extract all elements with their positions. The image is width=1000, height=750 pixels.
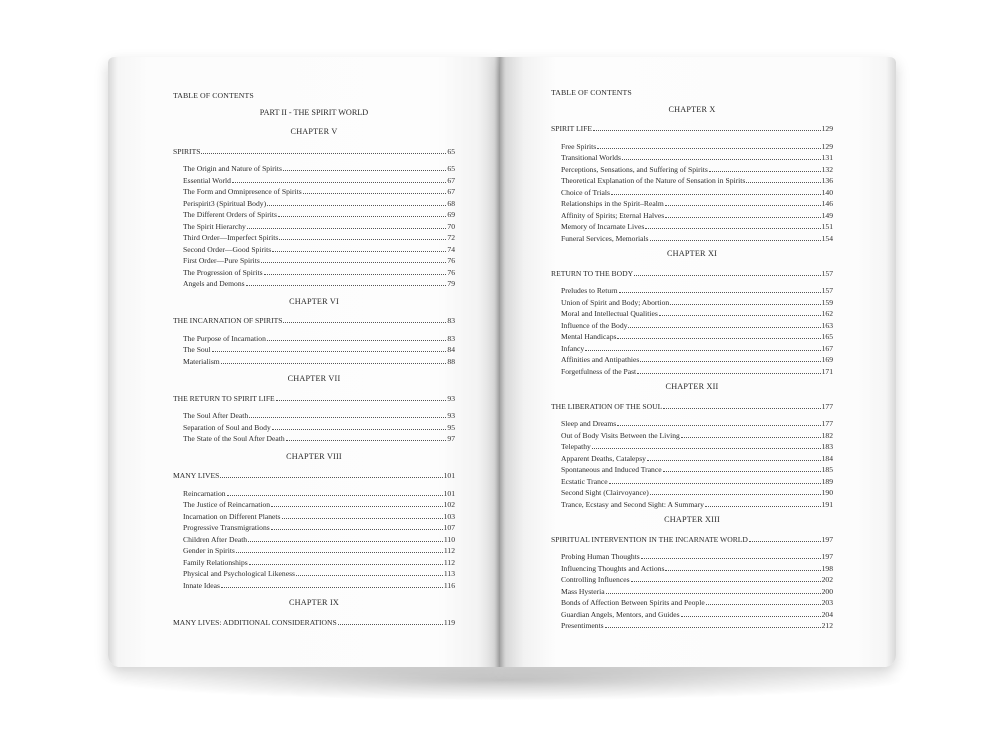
chapter-title: CHAPTER X [668,104,716,114]
toc-entry [173,580,455,592]
dot-leader [338,617,443,625]
chapter-block [173,373,455,445]
dot-leader [650,233,821,241]
toc-entry [551,563,833,575]
toc-entry [173,344,455,356]
toc-page-number: 84 [447,345,455,354]
toc-entry-title: Telepathy [561,442,591,451]
toc-entry-title: The Form and Omnipresence of Spirits [183,187,302,196]
toc-entry-title: Spontaneous and Induced Trance [561,465,662,474]
toc-page-number: 177 [821,401,833,411]
toc-entry-title: Affinity of Spirits; Eternal Halves [561,210,665,220]
toc-page-number: 65 [447,164,455,173]
part-title: PART II - THE SPIRIT WORLD [259,107,369,117]
toc-page-number: 197 [821,552,833,561]
chapter-title: CHAPTER XII [665,382,719,391]
chapter-block [551,104,833,245]
toc-page-number: 163 [821,320,833,330]
toc-entry [173,433,455,445]
toc-entry [551,285,833,297]
chapter-main-entry [173,470,455,482]
toc-entry-title: Forgetfulness of the Past [561,366,637,376]
toc-page-number: 204 [821,609,833,619]
toc-page-number: 190 [821,488,833,497]
toc-entry [551,464,833,476]
toc-entry-title: SPIRITS [173,146,201,156]
toc-entry-title: THE LIBERATION OF THE SOUL [551,401,663,411]
toc-entry [173,232,455,244]
toc-entry [173,410,455,422]
dot-leader [220,470,442,478]
running-head: TABLE OF CONTENTS [551,88,632,97]
toc-entry-title: Influence of the Body [561,320,628,330]
toc-entry-title: Innate Ideas [183,580,220,590]
dot-leader [247,221,447,229]
toc-entry [173,186,455,198]
toc-entry [551,597,833,609]
toc-entry-title: Mass Hysteria [561,586,605,596]
dot-leader [221,580,443,588]
chapter-main-entry [173,315,455,327]
dot-leader [272,422,447,430]
toc-page-number: 203 [821,598,833,607]
toc-entry [173,244,455,256]
dot-leader [249,557,443,565]
toc-entry [173,422,455,434]
toc-page-number: 74 [447,244,455,254]
toc-entry [551,430,833,442]
dot-leader [271,499,443,507]
toc-page-number: 151 [821,222,833,231]
toc-page-number: 146 [821,199,833,208]
toc-entry-title: THE RETURN TO SPIRIT LIFE [173,393,275,403]
toc-page-number: 157 [821,286,833,295]
dot-leader [303,186,447,194]
toc-page-number: 159 [821,297,833,307]
toc-entry [173,221,455,233]
toc-entry [173,545,455,557]
dot-leader [201,146,446,154]
toc-entry-title: Physical and Psychological Likeness [183,569,295,578]
toc-page-number: 198 [821,563,833,573]
toc-entry [551,210,833,222]
toc-entry [173,267,455,279]
toc-page-number: 140 [821,187,833,197]
toc-entry [551,308,833,320]
toc-entry [551,198,833,210]
chapter-block [551,248,833,377]
toc-entry [173,209,455,221]
dot-leader [631,574,821,582]
dot-leader [606,586,821,594]
toc-entry-title: Influencing Thoughts and Actions [561,563,665,573]
right-page [500,57,896,667]
left-page-content [173,90,455,634]
toc-page-number: 67 [447,175,455,185]
toc-entry-title: Guardian Angels, Mentors, and Guides [561,609,680,619]
toc-page-number: 136 [821,176,833,185]
toc-page-number: 79 [447,279,455,288]
toc-entry [173,568,455,580]
toc-entry-title: Second Order—Good Spirits [183,244,272,254]
toc-page-number: 102 [443,500,455,509]
toc-entry-title: Progressive Transmigrations [183,523,270,532]
dot-leader [641,551,821,559]
toc-entry-title: Infancy [561,343,585,353]
dot-leader [681,430,821,438]
toc-entry [551,487,833,499]
toc-entry-title: Reincarnation [183,488,226,498]
toc-page-number: 119 [443,617,455,627]
chapter-block [173,126,455,290]
toc-page-number: 182 [821,430,833,440]
dot-leader [681,609,821,617]
chapter-main-entry [551,534,833,546]
dot-leader [271,522,443,530]
dot-leader [221,356,447,364]
toc-entry-title: Preludes to Return [561,286,618,295]
dot-leader [286,433,447,441]
toc-page-number: 112 [443,557,455,567]
toc-entry-title: Perispirit3 (Spiritual Body) [183,198,267,208]
chapter-block [551,381,833,510]
dot-leader [248,534,443,542]
left-page [108,57,500,667]
chapter-main-entry [551,123,833,135]
toc-entry-title: MANY LIVES [173,471,220,480]
dot-leader [665,563,820,571]
dot-leader [622,152,821,160]
toc-entry-title: Affinities and Antipathies [561,355,640,364]
toc-page-number: 72 [447,233,455,242]
dot-leader [585,343,820,351]
dot-leader [597,141,820,149]
toc-entry [551,418,833,430]
toc-page-number: 169 [821,355,833,364]
toc-entry-title: Family Relationships [183,557,248,567]
dot-leader [637,366,820,374]
toc-entry [173,255,455,267]
dot-leader [628,320,820,328]
toc-entry [551,354,833,366]
toc-page-number: 197 [821,534,833,544]
chapter-title: CHAPTER XI [667,249,717,258]
toc-entry-title: Angels and Demons [183,279,245,288]
toc-page-number: 200 [821,586,833,596]
dot-leader [640,354,820,362]
toc-entry [551,366,833,378]
dot-leader [663,464,821,472]
toc-page-number: 171 [821,366,833,376]
toc-entry [173,557,455,569]
toc-entry [551,152,833,164]
dot-leader [264,267,447,275]
toc-entry [173,175,455,187]
toc-page-number: 177 [821,419,833,428]
toc-entry [173,522,455,534]
toc-entry-title: SPIRITUAL INTERVENTION IN THE INCARNATE WORLD [551,534,748,544]
chapter-main-entry [173,617,455,629]
toc-page-number: 129 [821,124,833,133]
toc-entry-title: Theoretical Explanation of the Nature of Sensation in Spirits [561,176,746,185]
chapter-title: CHAPTER VII [287,374,341,383]
running-head: TABLE OF CONTENTS [173,91,254,100]
chapter-main-entry [551,401,833,413]
toc-entry-title: Third Order—Imperfect Spirits [183,233,279,242]
dot-leader [249,410,446,418]
toc-entry-title: Funeral Services, Memorials [561,233,649,243]
dot-leader [296,568,443,576]
toc-page-number: 93 [447,393,455,403]
toc-entry-title: Apparent Deaths, Catalepsy [561,453,646,463]
chapter-title: CHAPTER XIII [664,515,720,524]
toc-page-number: 93 [447,411,455,420]
dot-leader [670,297,820,305]
toc-entry-title: The Justice of Reincarnation [183,500,271,509]
toc-entry [551,586,833,598]
dot-leader [663,401,820,409]
toc-page-number: 129 [821,141,833,151]
dot-leader [665,198,821,206]
toc-entry [173,511,455,523]
chapter-title: CHAPTER VIII [286,451,342,461]
toc-page-number: 184 [821,453,833,463]
toc-entry-title: Gender in Spirits [183,546,235,555]
toc-page-number: 107 [443,523,455,532]
toc-page-number: 88 [447,356,455,366]
toc-entry-title: THE INCARNATION OF SPIRITS [173,316,283,325]
dot-leader [645,221,820,229]
toc-page-number: 112 [443,546,455,555]
dot-leader [609,476,821,484]
toc-entry [551,499,833,511]
toc-entry [551,441,833,453]
toc-page-number: 103 [443,511,455,521]
toc-entry [551,453,833,465]
chapter-block [551,514,833,632]
toc-entry-title: Controlling Influences [561,575,630,584]
dot-leader [706,597,821,605]
toc-entry-title: Trance, Ecstasy and Second Sight: A Summary [561,499,704,509]
toc-entry [551,551,833,563]
toc-entry-title: Children After Death [183,534,248,544]
toc-entry [173,534,455,546]
toc-entry [551,574,833,586]
chapter-main-entry [173,146,455,158]
dot-leader [246,278,447,286]
toc-page-number: 212 [821,621,833,630]
toc-entry-title: The Progression of Spirits [183,267,263,277]
toc-entry-title: The Purpose of Incarnation [183,333,266,343]
toc-entry [551,233,833,245]
chapter-main-entry [551,268,833,280]
toc-entry-title: The Different Orders of Spirits [183,210,277,219]
toc-entry-title: Free Spirits [561,141,597,151]
toc-entry [551,221,833,233]
book-gutter [494,57,506,667]
toc-entry-title: Out of Body Visits Between the Living [561,430,680,440]
toc-page-number: 83 [447,316,455,325]
toc-entry [551,187,833,199]
dot-leader [746,175,820,183]
dot-leader [749,534,821,542]
dot-leader [282,511,443,519]
toc-entry-title: Memory of Incarnate Lives [561,222,645,231]
toc-page-number: 165 [821,332,833,341]
toc-entry [551,343,833,355]
toc-entry [173,356,455,368]
toc-page-number: 167 [821,343,833,353]
toc-entry-title: SPIRIT LIFE [551,124,592,133]
toc-entry-title: The Soul After Death [183,411,249,420]
toc-page-number: 101 [443,471,455,480]
toc-page-number: 110 [443,534,455,544]
toc-page-number: 97 [447,434,455,443]
toc-page-number: 191 [821,499,833,509]
toc-page-number: 70 [447,221,455,231]
toc-entry [173,488,455,500]
toc-page-number: 157 [821,268,833,278]
toc-page-number: 189 [821,476,833,486]
right-page-content [551,87,833,634]
toc-entry [551,164,833,176]
toc-entry [551,609,833,621]
dot-leader [236,545,443,553]
dot-leader [592,441,821,449]
toc-entry [173,163,455,175]
toc-entry-title: Essential World [183,175,231,185]
dot-leader [283,163,446,171]
chapter-block [173,296,455,368]
dot-leader [665,210,820,218]
dot-leader [276,393,447,401]
toc-entry-title: Separation of Soul and Body [183,422,271,432]
chapter-main-entry [173,393,455,405]
toc-entry [173,278,455,290]
toc-entry-title: Mental Handicaps [561,332,617,341]
toc-entry-title: MANY LIVES: ADDITIONAL CONSIDERATIONS [173,617,337,627]
dot-leader [650,487,821,495]
toc-page-number: 69 [447,210,455,219]
toc-page-number: 83 [447,333,455,343]
dot-leader [647,453,821,461]
right-chapter-list [551,104,833,632]
dot-leader [617,331,820,339]
toc-entry-title: Moral and Intellectual Qualities [561,309,658,318]
dot-leader [212,344,447,352]
dot-leader [593,123,821,131]
toc-entry [551,331,833,343]
toc-page-number: 131 [821,153,833,162]
toc-entry [173,499,455,511]
toc-entry [551,141,833,153]
toc-entry-title: Relationships in the Spirit–Realm [561,199,664,208]
dot-leader [267,198,446,206]
chapter-title: CHAPTER V [290,127,338,136]
chapter-block [173,597,455,628]
toc-entry [173,333,455,345]
toc-page-number: 116 [443,580,455,590]
toc-entry-title: Presentiments [561,621,604,630]
toc-page-number: 154 [821,233,833,243]
left-chapter-list [173,126,455,628]
toc-entry-title: First Order—Pure Spirits [183,256,260,265]
toc-entry-title: The Origin and Nature of Spirits [183,164,282,173]
toc-entry [551,175,833,187]
toc-entry-title: Incarnation on Different Planets [183,511,281,521]
dot-leader [272,244,446,252]
toc-entry [551,476,833,488]
dot-leader [634,268,821,276]
toc-page-number: 76 [447,267,455,277]
toc-page-number: 149 [821,210,833,220]
toc-page-number: 132 [821,164,833,174]
dot-leader [705,499,821,507]
toc-entry [173,198,455,210]
toc-entry-title: The State of the Soul After Death [183,434,285,443]
toc-page-number: 202 [821,575,833,584]
toc-entry-title: The Spirit Hierarchy [183,221,246,231]
toc-page-number: 185 [821,465,833,474]
dot-leader [611,187,821,195]
toc-entry-title: Sleep and Dreams [561,419,617,428]
toc-page-number: 101 [443,488,455,498]
toc-entry-title: Materialism [183,356,220,366]
dot-leader [279,232,446,240]
dot-leader [617,418,820,426]
dot-leader [709,164,821,172]
toc-page-number: 65 [447,146,455,156]
dot-leader [278,209,446,217]
chapter-title: CHAPTER VI [289,296,339,306]
toc-entry-title: Choice of Trials [561,187,610,197]
dot-leader [605,620,821,628]
chapter-block [173,451,455,592]
toc-entry-title: RETURN TO THE BODY [551,268,634,278]
dot-leader [227,488,443,496]
toc-entry [551,320,833,332]
toc-entry-title: Probing Human Thoughts [561,552,640,561]
toc-entry [551,297,833,309]
toc-entry-title: Ecstatic Trance [561,476,608,486]
toc-page-number: 95 [447,422,455,432]
toc-entry-title: Union of Spirit and Body; Abortion [561,297,670,307]
dot-leader [232,175,446,183]
toc-page-number: 113 [443,569,455,578]
toc-entry-title: Second Sight (Clairvoyance) [561,488,649,497]
toc-page-number: 162 [821,309,833,318]
toc-page-number: 68 [447,198,455,208]
dot-leader [283,315,446,323]
toc-page-number: 76 [447,256,455,265]
toc-entry [551,620,833,632]
chapter-title: CHAPTER IX [289,598,339,607]
dot-leader [619,285,821,293]
dot-leader [267,333,447,341]
toc-page-number: 183 [821,442,833,451]
dot-leader [261,255,447,263]
toc-entry-title: Perceptions, Sensations, and Suffering of Spirits [561,164,708,174]
toc-entry-title: The Soul [183,345,211,354]
toc-page-number: 67 [447,187,455,196]
dot-leader [659,308,821,316]
toc-entry-title: Bonds of Affection Between Spirits and People [561,598,705,607]
toc-entry-title: Transitional Worlds [561,153,621,162]
